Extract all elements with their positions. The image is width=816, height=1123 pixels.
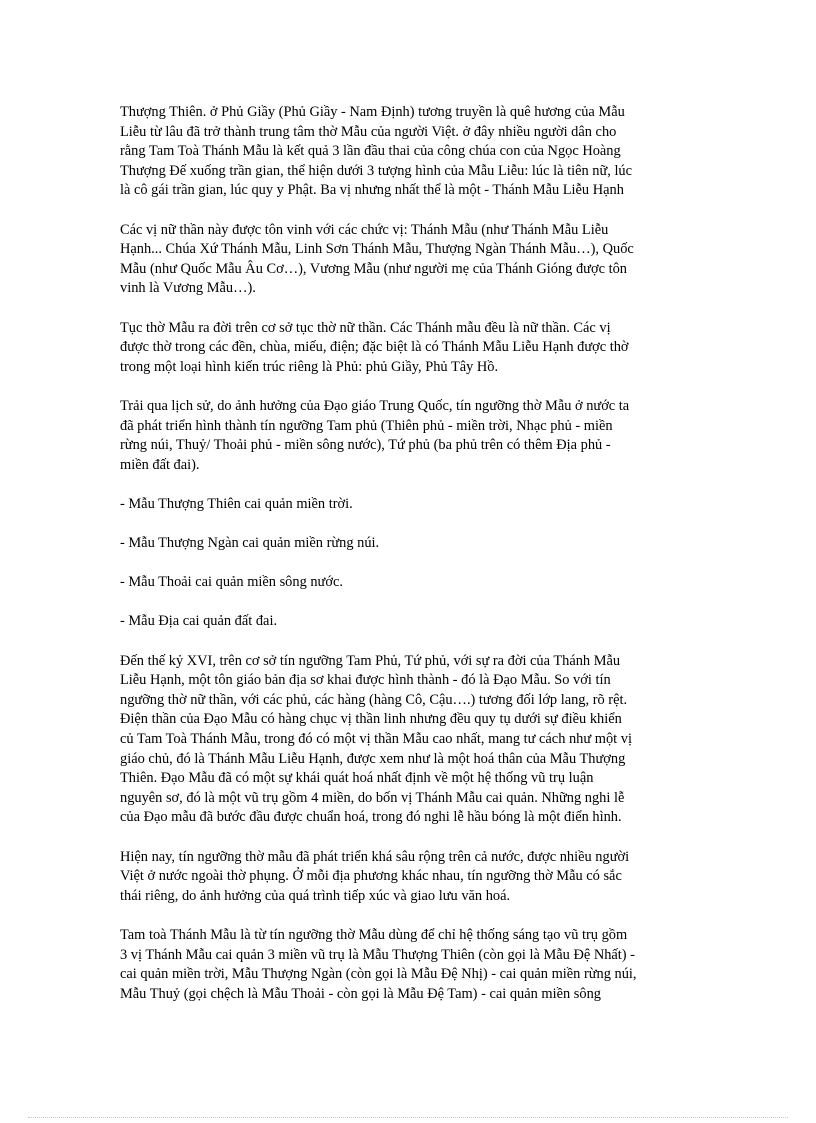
paragraph (120, 319, 700, 378)
text-line: vinh là Vương Mẫu…). (120, 280, 256, 297)
document-body (120, 103, 700, 1024)
text-line: - Mẫu Thượng Thiên cai quản miền trời. (120, 495, 353, 512)
text-line: Tam toà Thánh Mẫu là từ tín ngưỡng thờ Mẫu dùng để chỉ hệ thống sáng tạo vũ trụ gồm (120, 926, 628, 943)
text-line: Hiện nay, tín ngưỡng thờ mẫu đã phát triển khá sâu rộng trên cả nước, được nhiều người (120, 848, 630, 865)
text-line: ngưỡng thờ nữ thần, với các phủ, các hàng (hàng Cô, Cậu….) tương đối lớp lang, rõ rệt. (120, 691, 628, 708)
text-line: trong một loại hình kiến trúc riêng là Phủ: phủ Giầy, Phủ Tây Hồ. (120, 358, 499, 375)
paragraph (120, 495, 700, 515)
paragraph (120, 103, 700, 201)
page-bottom-divider (28, 1117, 788, 1118)
text-line: Mẫu Thuỷ (gọi chệch là Mẫu Thoải - còn gọi là Mẫu Đệ Tam) - cai quản miền sông (120, 985, 601, 1002)
text-line: 3 vị Thánh Mẫu cai quản 3 miền vũ trụ là Mẫu Thượng Thiên (còn gọi là Mẫu Đệ Nhất) - (120, 946, 635, 963)
text-line: miền đất đai). (120, 456, 200, 473)
text-line: - Mẫu Địa cai quản đất đai. (120, 613, 278, 630)
text-line: Tục thờ Mẫu ra đời trên cơ sở tục thờ nữ thần. Các Thánh mẫu đều là nữ thần. Các vị (120, 319, 611, 336)
paragraph (120, 397, 700, 475)
text-line: Trải qua lịch sử, do ảnh hưởng của Đạo giáo Trung Quốc, tín ngưỡng thờ Mẫu ở nước ta (120, 397, 630, 414)
text-line: được thờ trong các đền, chùa, miếu, điện; đặc biệt là có Thánh Mẫu Liễu Hạnh được thờ (120, 339, 629, 356)
text-line: củ Tam Toà Thánh Mẫu, trong đó có một vị thần Mẫu cao nhất, mang tư cách như một vị (120, 731, 632, 747)
text-line: rừng núi, Thuỷ/ Thoải phủ - miền sông nước), Tứ phủ (ba phủ trên có thêm Địa phủ - (120, 437, 611, 454)
text-line: rằng Tam Toà Thánh Mẫu là kết quả 3 lần đầu thai của công chúa con của Ngọc Hoàng (120, 143, 621, 160)
text-line: đã phát triển hình thành tín ngưỡng Tam phủ (Thiên phủ - miền trời, Nhạc phủ - miền (120, 417, 613, 434)
text-line: - Mẫu Thoải cai quản miền sông nước. (120, 574, 343, 591)
paragraph (120, 534, 700, 554)
text-line: Hạnh... Chúa Xứ Thánh Mẫu, Linh Sơn Thánh Mẫu, Thượng Ngàn Thánh Mẫu…), Quốc (120, 241, 634, 258)
text-line: của Đạo mẫu đã bước đầu được chuẩn hoá, trong đó nghi lễ hầu bóng là một điển hình. (120, 809, 622, 826)
text-line: là cô gái trần gian, lúc quy y Phật. Ba vị nhưng nhất thể là một - Thánh Mẫu Liễu Hạnh (120, 182, 624, 199)
paragraph (120, 612, 700, 632)
text-line: Thượng Đế xuống trần gian, thể hiện dưới 3 tượng hình của Mẫu Liễu: lúc là tiên nữ, lúc (120, 162, 633, 179)
text-line: Thượng Thiên. ở Phủ Giầy (Phủ Giầy - Nam Định) tương truyền là quê hương của Mẫu (120, 104, 625, 120)
paragraph (120, 221, 700, 299)
text-line: Việt ở nước ngoài thờ phụng. Ở mỗi địa phương khác nhau, tín ngưỡng thờ Mẫu có sắc (120, 868, 622, 885)
text-line: thái riêng, do ảnh hưởng của quá trình tiếp xúc và giao lưu văn hoá. (120, 887, 511, 904)
text-line: Thiên. Đạo Mẫu đã có một sự khái quát hoá nhất định về một hệ thống vũ trụ luận (120, 770, 594, 787)
text-line: Liễu Hạnh, một tôn giáo bản địa sơ khai được hình thành - đó là Đạo Mẫu. So với tín (120, 672, 611, 689)
paragraph (120, 573, 700, 593)
text-line: nguyên sơ, đó là một vũ trụ gồm 4 miền, do bốn vị Thánh Mẫu cai quản. Những nghi lễ (120, 789, 625, 806)
text-line: Liễu từ lâu đã trở thành trung tâm thờ Mẫu của người Việt. ở đây nhiều người dân cho (120, 123, 617, 140)
text-line: Đến thế kỷ XVI, trên cơ sở tín ngưỡng Tam Phủ, Tứ phủ, với sự ra đời của Thánh Mẫu (120, 652, 621, 669)
text-line: - Mẫu Thượng Ngàn cai quản miền rừng núi. (120, 535, 380, 552)
paragraph (120, 848, 700, 907)
paragraph (120, 652, 700, 828)
paragraph (120, 926, 700, 1004)
text-line: Mẫu (như Quốc Mẫu Âu Cơ…), Vương Mẫu (như người mẹ của Thánh Gióng được tôn (120, 260, 627, 277)
text-line: Các vị nữ thần này được tôn vinh với các chức vị: Thánh Mẫu (như Thánh Mẫu Liễu (120, 221, 609, 238)
text-line: giáo chủ, đó là Thánh Mẫu Liễu Hạnh, được xem như là một hoá thân của Mẫu Thượng (120, 750, 626, 767)
text-line: Điện thần của Đạo Mẫu có hàng chục vị thần linh nhưng đều quy tụ dưới sự điều khiển (120, 711, 622, 728)
text-line: cai quản miền trời, Mẫu Thượng Ngàn (còn gọi là Mẫu Đệ Nhị) - cai quản miền rừng núi, (120, 966, 637, 983)
